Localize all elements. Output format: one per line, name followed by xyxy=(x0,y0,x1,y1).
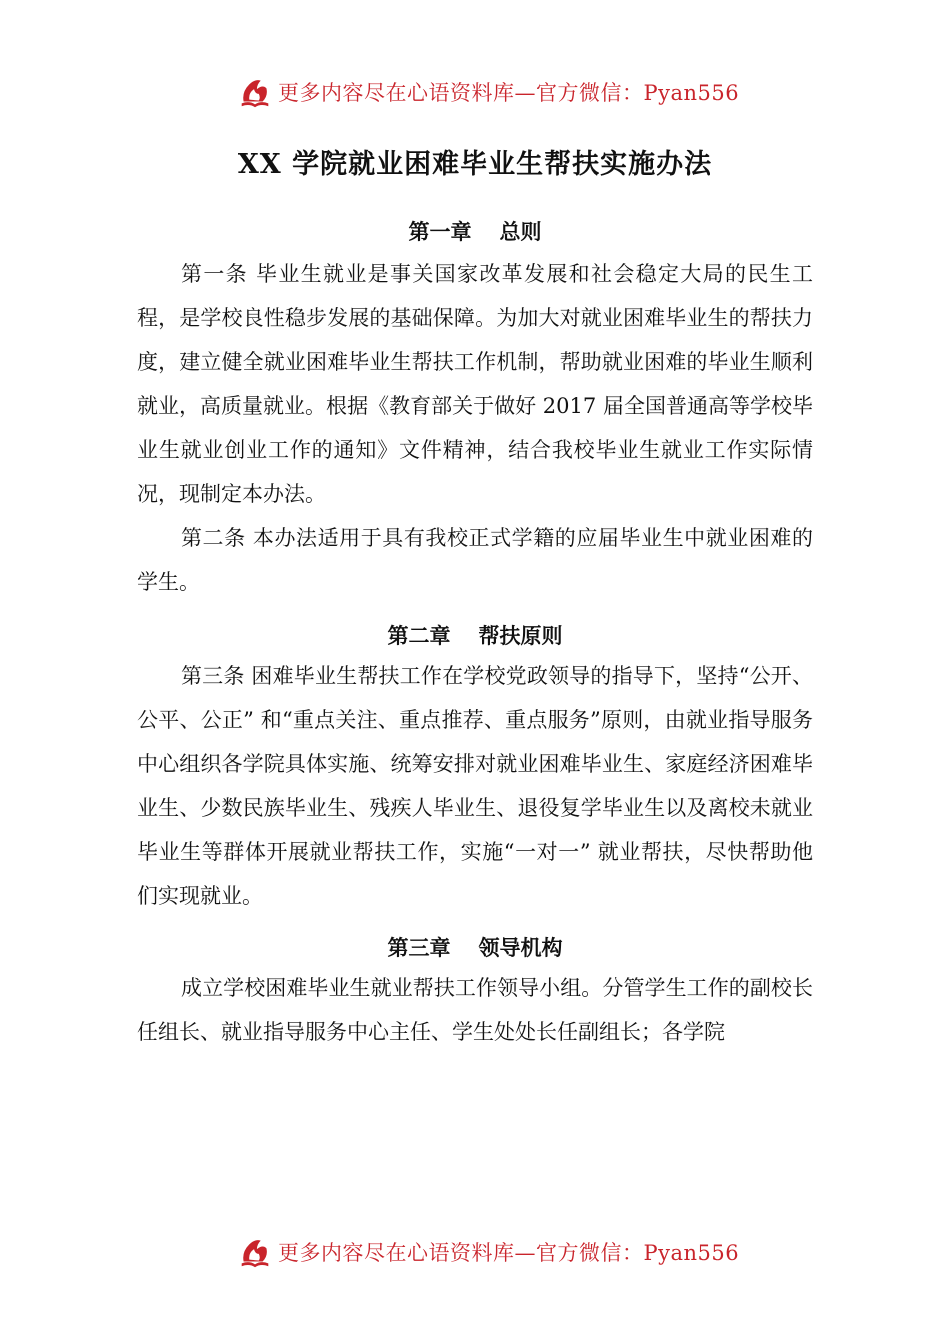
chapter-number: 第三章 xyxy=(387,936,451,960)
footer-banner[interactable] xyxy=(236,1232,739,1272)
article-paragraph: 第一条 毕业生就业是事关国家改革发展和社会稳定大局的民生工程，是学校良性稳步发展的基础保障。为加大对就业困难毕业生的帮扶力度，建立健全就业困难毕业生帮扶工作机制，帮助就业困难的毕业生顺利就业，高质量就业。根据《教育部关于做好 2017 届全国普通高等学校毕业生就业创业工作的通知》文件精神，结合我校毕业生就业工作实际情况，现制定本办法。 xyxy=(137,262,813,506)
flame-book-logo-icon xyxy=(236,73,274,111)
chapter-name: 总则 xyxy=(499,220,542,244)
article-paragraph: 第二条 本办法适用于具有我校正式学籍的应届毕业生中就业困难的学生。 xyxy=(137,526,813,594)
chapter-heading-1 xyxy=(0,216,950,246)
banner-text: 更多内容尽在心语资料库—官方微信：Pyan556 xyxy=(278,1241,740,1265)
article-paragraph: 第三条 困难毕业生帮扶工作在学校党政领导的指导下，坚持“公开、公平、公正” 和“重点关注、重点推荐、重点服务”原则，由就业指导服务中心组织各学院具体实施、统筹安排对就业困难毕业生、家庭经济困难毕业生、少数民族毕业生、残疾人毕业生、退役复学毕业生以及离校未就业毕业生等群体开展就业帮扶工作，实施“一对一” 就业帮扶，尽快帮助他们实现就业。 xyxy=(137,664,813,908)
chapter-name: 帮扶原则 xyxy=(478,624,563,648)
chapter-number: 第一章 xyxy=(408,220,472,244)
chapter-heading-2 xyxy=(0,620,950,650)
document-title: XX 学院就业困难毕业生帮扶实施办法 xyxy=(237,149,713,180)
article-paragraph: 成立学校困难毕业生就业帮扶工作领导小组。分管学生工作的副校长任组长、就业指导服务中心主任、学生处处长任副组长；各学院 xyxy=(137,976,813,1044)
chapter-number: 第二章 xyxy=(387,624,451,648)
chapter-name: 领导机构 xyxy=(478,936,563,960)
chapter-heading-3 xyxy=(0,932,950,962)
banner-text: 更多内容尽在心语资料库—官方微信：Pyan556 xyxy=(278,81,740,105)
header-banner[interactable] xyxy=(236,72,739,112)
flame-book-logo-icon xyxy=(236,1233,274,1271)
